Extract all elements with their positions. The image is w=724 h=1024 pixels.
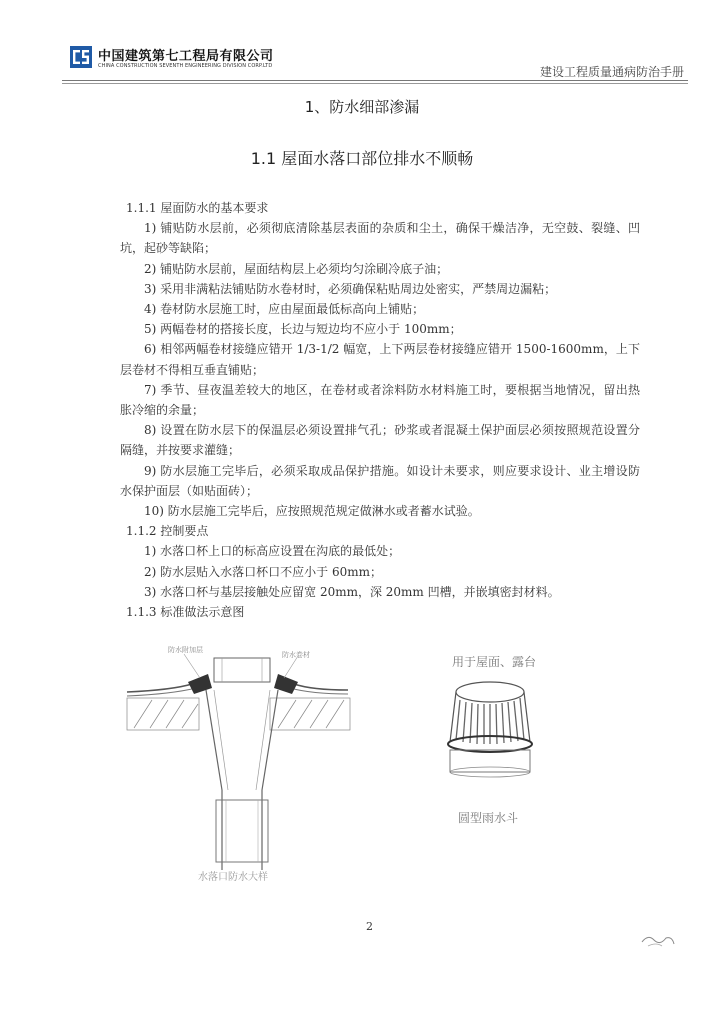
- paragraph: 1) 水落口杯上口的标高应设置在沟底的最低处；: [144, 544, 401, 559]
- paragraph: 1.1.3 标准做法示意图: [126, 605, 245, 620]
- figure-title: 用于屋面、露台: [452, 655, 537, 669]
- rain-hopper-figure: [420, 646, 570, 836]
- header-rule-thin: [62, 83, 688, 84]
- company-logo: [70, 46, 92, 68]
- section-title: 1、防水细部渗漏: [304, 98, 420, 116]
- paragraph: 9) 防水层施工完毕后，必须采取成品保护措施。如设计未要求，则应要求设计、业主增设防水保护面层（如贴面砖）；: [120, 463, 640, 498]
- paragraph: 10) 防水层施工完毕后，应按照规范规定做淋水或者蓄水试验。: [144, 504, 480, 519]
- company-name-en: CHINA CONSTRUCTION SEVENTH ENGINEERING DIVISION CORP.LTD: [98, 63, 273, 69]
- header-rule: [62, 80, 688, 81]
- paragraph: 3) 水落口杯与基层接触处应留宽 20mm，深 20mm 凹槽，并嵌填密封材料。: [144, 584, 560, 599]
- company-name-cn: 中国建筑第七工程局有限公司: [98, 49, 274, 64]
- figure-label: 防水附加层: [168, 646, 203, 654]
- paragraph: 1) 铺贴防水层前，必须彻底清除基层表面的杂质和尘土，确保干燥洁净，无空鼓、裂缝、凹坑，起砂等缺陷；: [120, 221, 640, 256]
- paragraph: 1.1.2 控制要点: [126, 524, 209, 539]
- body-text: [120, 198, 640, 622]
- paragraph: 4) 卷材防水层施工时，应由屋面最低标高向上铺贴；: [144, 302, 425, 317]
- paragraph: 2) 铺贴防水层前，屋面结构层上必须均匀涂刷冷底子油；: [144, 261, 449, 276]
- paragraph: 6) 相邻两幅卷材接缝应错开 1/3-1/2 幅宽，上下两层卷材接缝应错开 1500-1600mm，上下层卷材不得相互垂直铺贴；: [120, 342, 640, 377]
- subsection-title: 1.1 屋面水落口部位排水不顺畅: [250, 149, 474, 168]
- paragraph: 5) 两幅卷材的搭接长度，长边与短边均不应小于 100mm；: [144, 322, 462, 337]
- figure-caption: 圆型雨水斗: [458, 811, 519, 825]
- paragraph: 3) 采用非满粘法铺贴防水卷材时，必须确保粘贴周边处密实，严禁周边漏粘；: [144, 281, 557, 296]
- page-number: 2: [366, 920, 373, 933]
- paragraph: 1.1.1 屋面防水的基本要求: [126, 201, 269, 215]
- pen-mark: [638, 928, 678, 952]
- document-title: 建设工程质量通病防治手册: [539, 65, 684, 79]
- drain-detail-figure: [122, 640, 362, 890]
- paragraph: 2) 防水层贴入水落口杯口不应小于 60mm；: [144, 564, 382, 579]
- figure-caption: 水落口防水大样: [198, 872, 268, 883]
- paragraph: 8) 设置在防水层下的保温层必须设置排气孔；砂浆或者混凝土保护面层必须按照规范设置分隔缝，并按要求灌缝；: [120, 423, 640, 458]
- figure-label: 防水卷材: [282, 651, 310, 659]
- paragraph: 7) 季节、昼夜温差较大的地区，在卷材或者涂料防水材料施工时，要根据当地情况，留出热胀冷缩的余量；: [120, 382, 640, 418]
